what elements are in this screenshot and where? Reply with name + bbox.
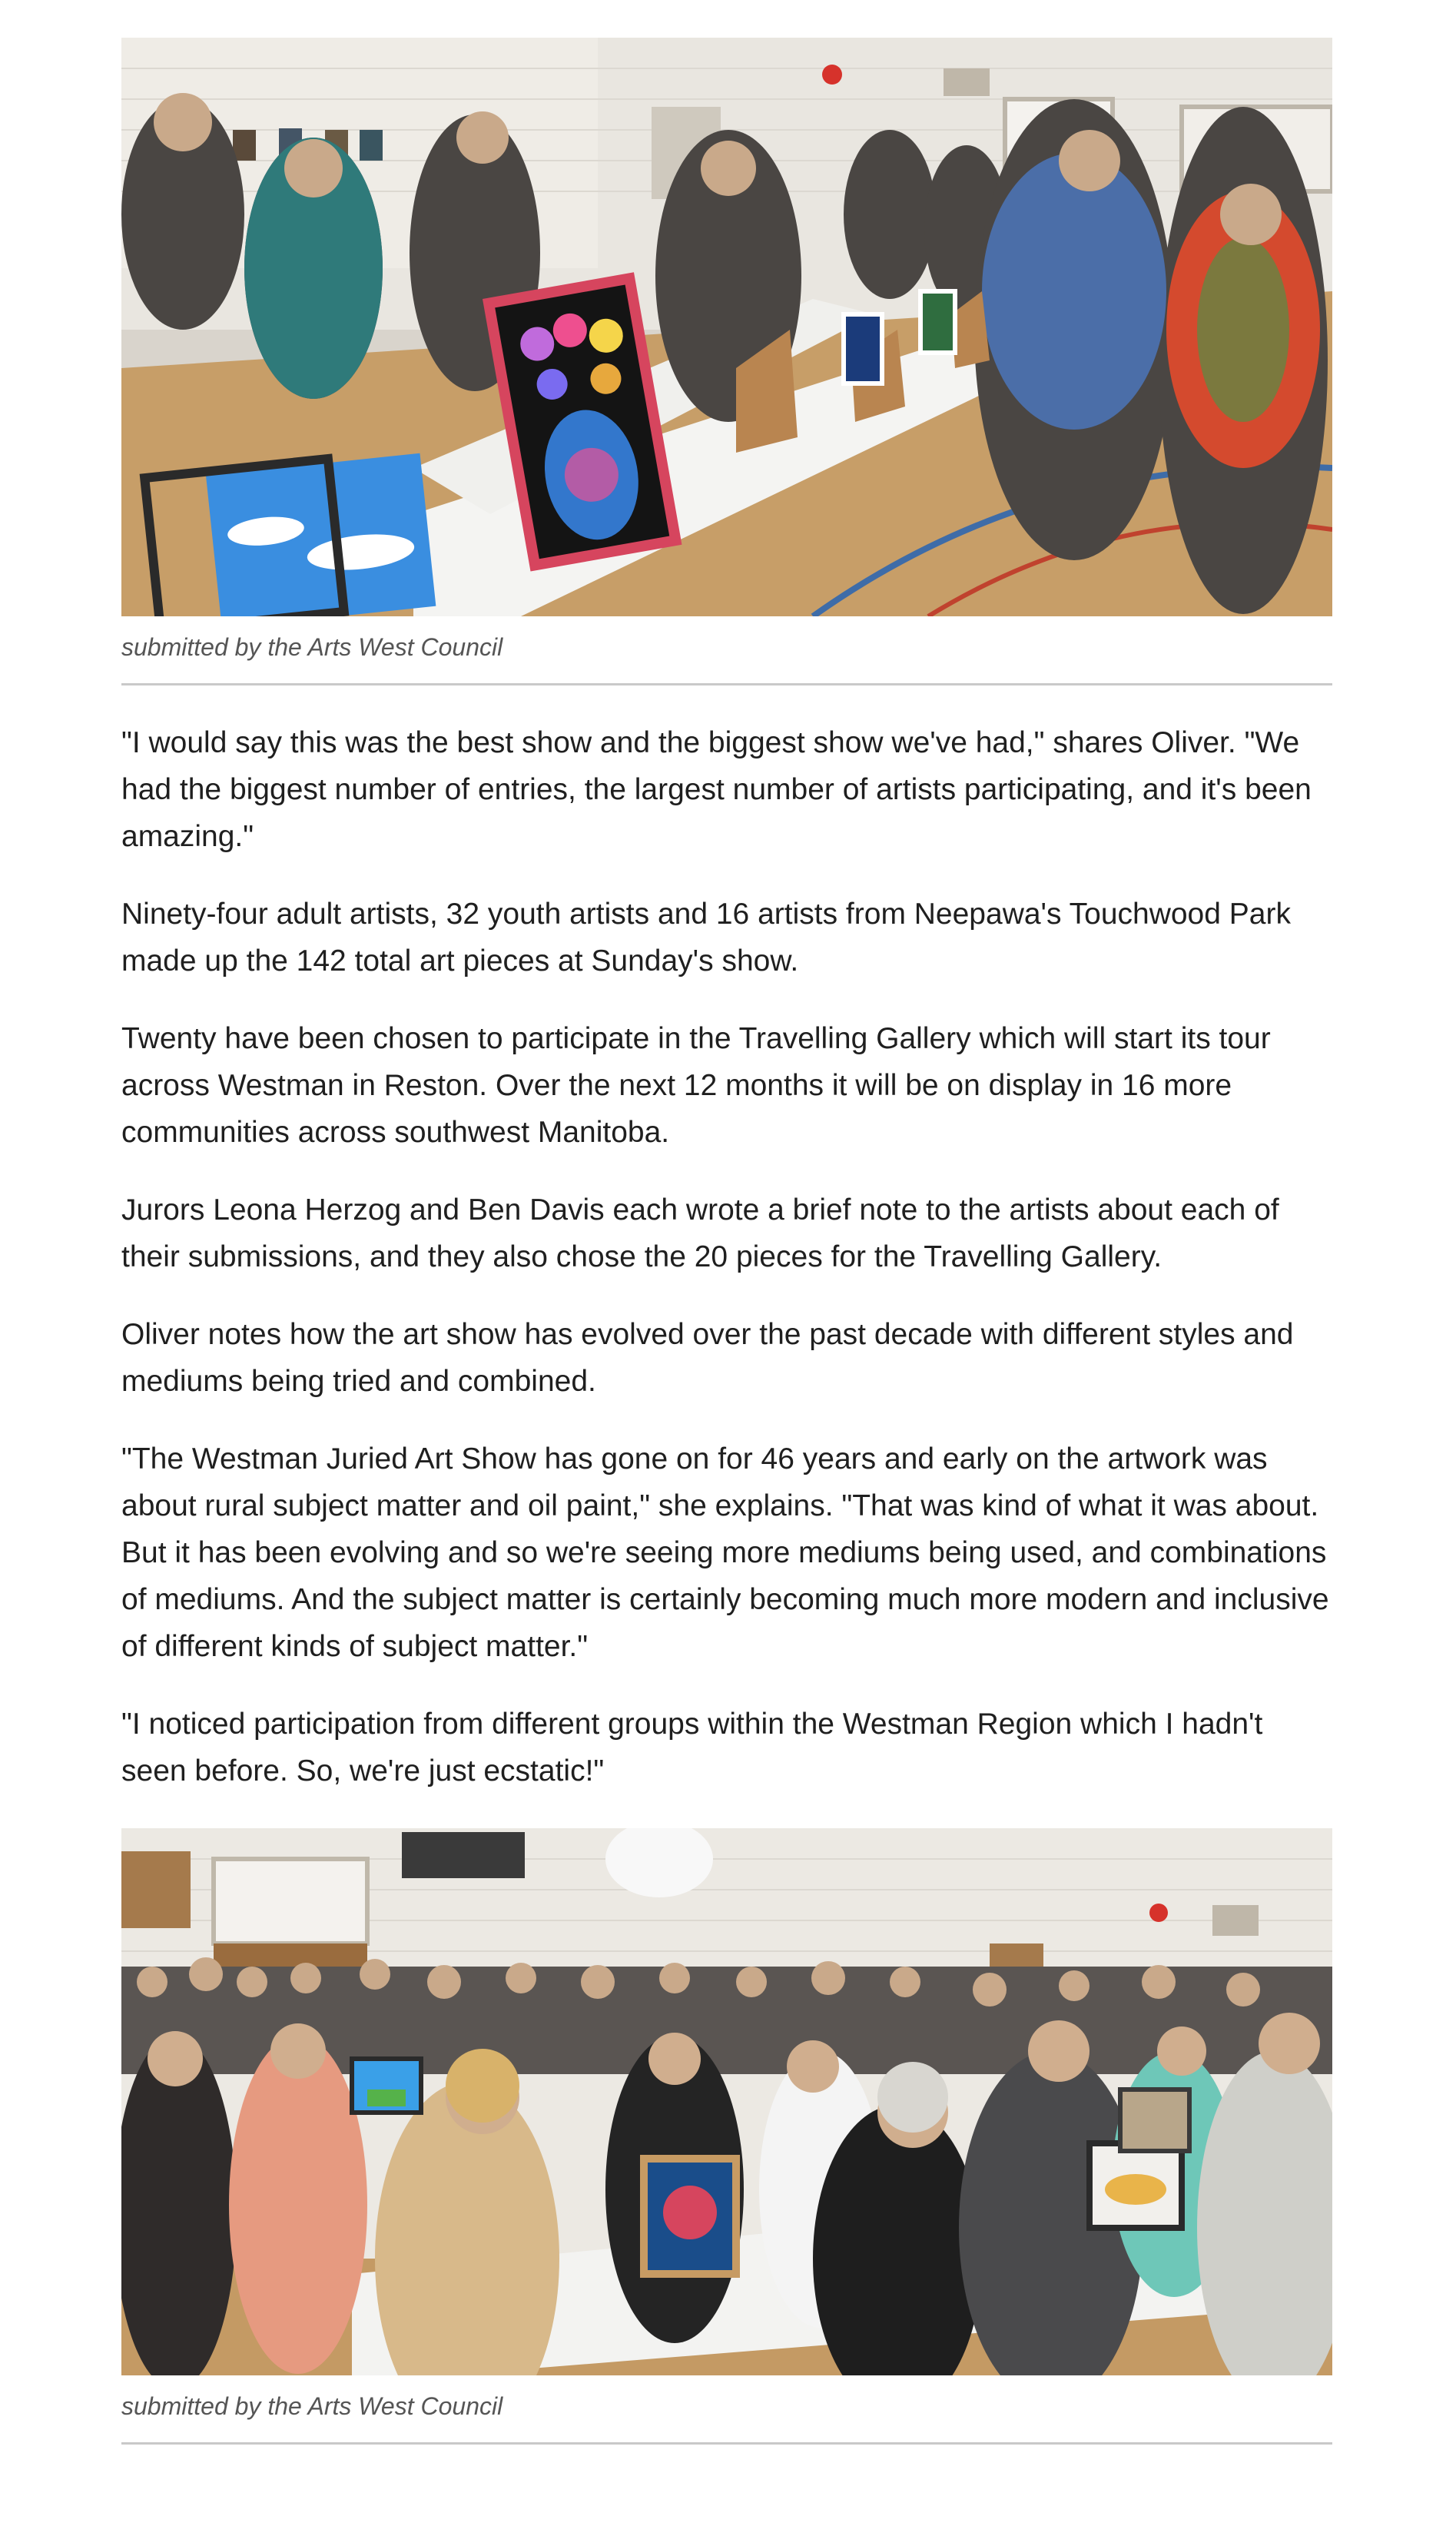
paragraph-4: Jurors Leona Herzog and Ben Davis each wrote a brief note to the artists about each of their submissions, and they also chose the 20 pieces for the Travelling Gallery. [121,1193,1279,1273]
paragraph-7: "I noticed participation from different groups within the Westman Region which I hadn't seen before. So, we're just ecstatic!" [121,1708,1263,1787]
figure-bottom [121,1828,1332,2445]
crowd-photo-illustration [121,1828,1332,2375]
gym-photo-illustration [121,38,1332,616]
figure-top [121,38,1332,685]
crowd-art-show-photo [121,1828,1332,2375]
paragraph-3: Twenty have been chosen to participate in the Travelling Gallery which will start its tour across Westman in Reston. Over the next 12 months it will be on display in 16 more communities across southwest Manitoba. [121,1022,1271,1149]
article-body [121,719,1332,1794]
paragraph-6: "The Westman Juried Art Show has gone on for 46 years and early on the artwork was about rural subject matter and oil paint," she explains. "That was kind of what it was about. But it has been evolving and so we're seeing more mediums being used, and combinations of mediums. And the subject matter is certainly becoming much more modern and inclusive of different kinds of subject matter." [121,1442,1329,1663]
paragraph-2: Ninety-four adult artists, 32 youth artists and 16 artists from Neepawa's Touchwood Park made up the 142 total art pieces at Sunday's show. [121,898,1291,978]
gym-art-show-photo [121,38,1332,616]
paragraph-1: "I would say this was the best show and the biggest show we've had," shares Oliver. "We had the biggest number of entries, the largest number of artists participating, and it's been amazing." [121,726,1312,853]
photo-caption: submitted by the Arts West Council [121,616,1332,685]
photo-caption: submitted by the Arts West Council [121,2375,1332,2445]
article [121,0,1332,2445]
paragraph-5: Oliver notes how the art show has evolved over the past decade with different styles and mediums being tried and combined. [121,1318,1294,1398]
